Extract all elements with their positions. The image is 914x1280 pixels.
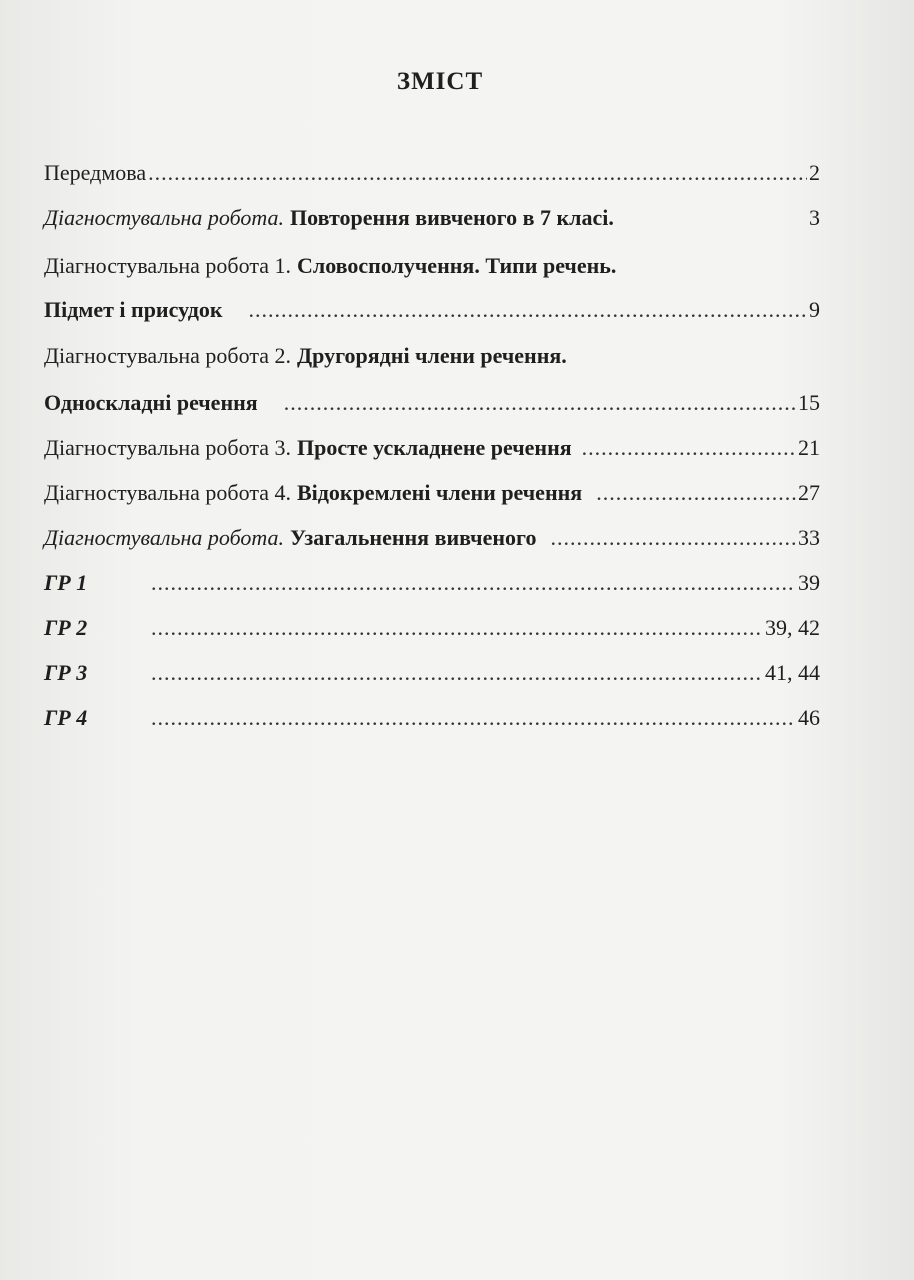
gr-label: ГР 3	[44, 660, 88, 685]
toc-entry-gr4	[44, 705, 820, 739]
toc-entry-prefix: Діагностувальна робота.	[44, 525, 285, 550]
toc-entry-2-line1	[44, 343, 820, 377]
toc-page-number: 9	[809, 297, 820, 322]
gr-label: ГР 2	[44, 615, 88, 640]
toc-entry-label: Передмова	[44, 160, 147, 185]
toc-entry-prefix: Діагностувальна робота 2.	[44, 343, 291, 368]
toc-entry-title: Узагальнення вивченого	[290, 525, 537, 550]
toc-entry-1-line2	[44, 297, 820, 331]
toc-entry-title: Словосполучення. Типи речень.	[296, 253, 617, 278]
toc-entry-3	[44, 435, 820, 469]
leader-dots	[582, 435, 796, 461]
toc-entry-title: Просте ускладнене речення	[296, 435, 572, 460]
leader-dots	[151, 660, 763, 686]
toc-entry-gr2	[44, 615, 820, 649]
toc-entry-prefix: Діагностувальна робота 3.	[44, 435, 291, 460]
toc-page-number: 27	[798, 480, 820, 505]
toc-page-number: 39	[798, 570, 820, 595]
toc-entry-gr3	[44, 660, 820, 694]
toc-entry-gr1	[44, 570, 820, 604]
contents-heading: ЗМІСТ	[396, 68, 484, 95]
toc-page-number: 33	[798, 525, 820, 550]
toc-entry-foreword	[44, 160, 820, 194]
toc-entry-prefix: Діагностувальна робота 4.	[44, 480, 291, 505]
gr-label: ГР 4	[44, 705, 88, 730]
toc-page-number: 2	[809, 160, 820, 185]
toc-entry-4	[44, 480, 820, 514]
toc-entry-title: Повторення вивченого в 7 класі.	[290, 205, 614, 230]
toc-entry-title: Підмет і присудок	[44, 297, 223, 322]
toc-entry-1-line1	[44, 253, 820, 287]
toc-entry-title: Другорядні члени речення.	[296, 343, 567, 368]
toc-entry-2-line2	[44, 390, 820, 424]
leader-dots	[249, 297, 807, 323]
toc-entry-summary	[44, 525, 820, 559]
toc-page-number: 15	[798, 390, 820, 415]
toc-entry-prefix: Діагностувальна робота 1.	[44, 253, 291, 278]
leader-dots	[550, 525, 796, 551]
toc-entry-prefix: Діагностувальна робота.	[44, 205, 285, 230]
leader-dots	[151, 705, 796, 731]
leader-dots	[596, 480, 796, 506]
toc-entry-review	[44, 205, 820, 239]
leader-dots	[284, 390, 796, 416]
toc-entry-title: Односкладні речення	[44, 390, 258, 415]
toc-entry-title: Відокремлені члени речення	[296, 480, 583, 505]
leader-dots	[151, 570, 796, 596]
gr-label: ГР 1	[44, 570, 88, 595]
leader-dots	[151, 615, 763, 641]
toc-page-number: 46	[798, 705, 820, 730]
leader-dots	[148, 160, 807, 186]
toc-page-number: 21	[798, 435, 820, 460]
toc-page-number: 39, 42	[765, 615, 820, 640]
toc-page-number: 41, 44	[765, 660, 820, 685]
toc-page-number: 3	[809, 205, 820, 230]
